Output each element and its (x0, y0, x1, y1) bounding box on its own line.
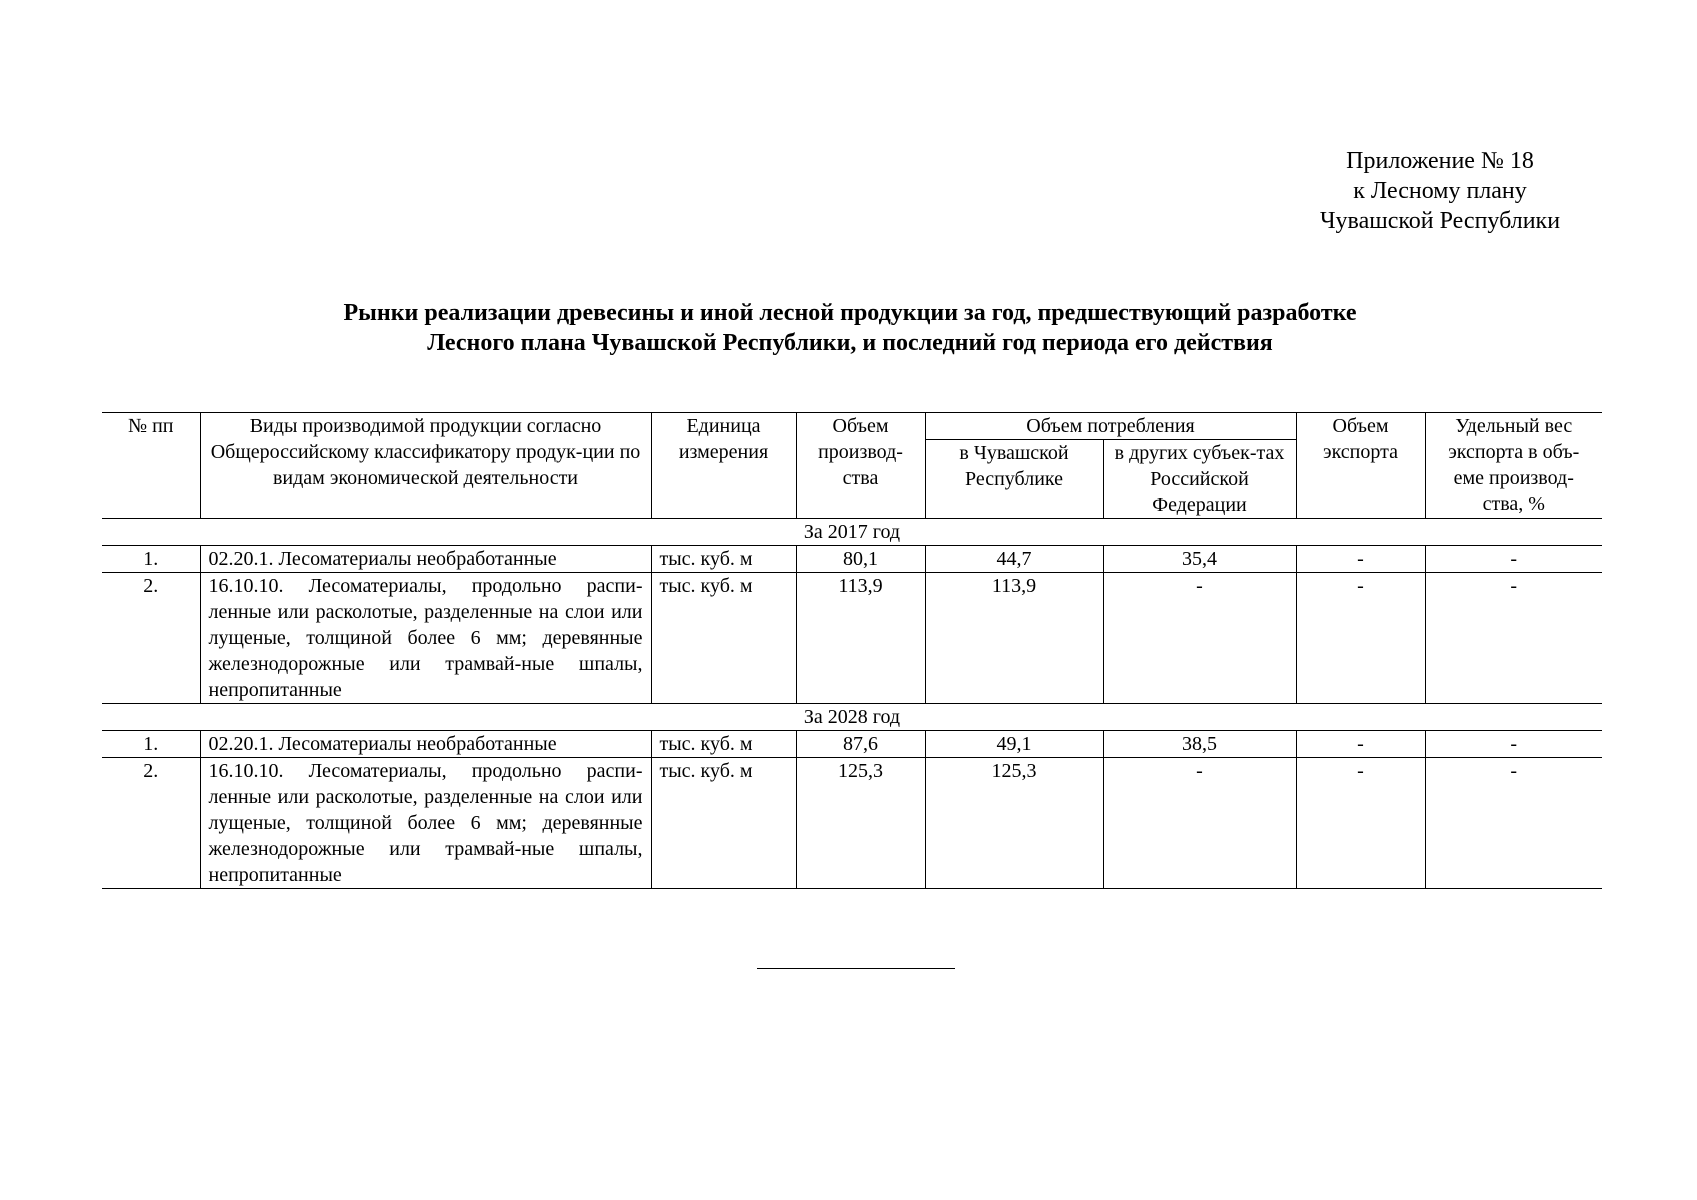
row-production: 80,1 (796, 546, 925, 573)
annex-number: Приложение № 18 (1346, 148, 1534, 174)
row-unit: тыс. куб. м (651, 731, 796, 758)
annex-reference: к Лесному плану (1353, 178, 1527, 204)
row-consumption-chuvash: 125,3 (925, 758, 1103, 889)
row-consumption-other: 35,4 (1103, 546, 1296, 573)
row-num: 1. (102, 546, 200, 573)
document-title (120, 298, 1580, 358)
header-consumption: Объем потребления (925, 413, 1296, 440)
row-unit: тыс. куб. м (651, 546, 796, 573)
table-row (102, 758, 1602, 889)
row-production: 125,3 (796, 758, 925, 889)
row-consumption-other: 38,5 (1103, 731, 1296, 758)
period-row (102, 519, 1602, 546)
header-num: № пп (102, 413, 200, 519)
row-export: - (1296, 573, 1425, 704)
table-row (102, 731, 1602, 758)
period-label: За 2017 год (102, 519, 1602, 546)
row-export: - (1296, 758, 1425, 889)
row-unit: тыс. куб. м (651, 758, 796, 889)
row-export-share: - (1425, 546, 1602, 573)
header-consumption-other: в других субъек-тах Российской Федерации (1103, 440, 1296, 519)
row-consumption-chuvash: 113,9 (925, 573, 1103, 704)
row-export-share: - (1425, 573, 1602, 704)
row-export-share: - (1425, 758, 1602, 889)
footer-rule (757, 968, 955, 969)
row-production: 87,6 (796, 731, 925, 758)
table-row (102, 573, 1602, 704)
annex-region: Чувашской Республики (1319, 208, 1561, 234)
header-product: Виды производимой продукции согласно Общероссийскому классификатору продук-ции по видам экономической деятельности (200, 413, 651, 519)
row-consumption-other: - (1103, 758, 1296, 889)
markets-table (102, 412, 1602, 889)
row-product: 02.20.1. Лесоматериалы необработанные (200, 731, 651, 758)
header-production: Объем производ-ства (796, 413, 925, 519)
period-row (102, 704, 1602, 731)
row-num: 2. (102, 758, 200, 889)
table-row (102, 546, 1602, 573)
row-export: - (1296, 731, 1425, 758)
row-export: - (1296, 546, 1425, 573)
row-consumption-chuvash: 49,1 (925, 731, 1103, 758)
row-production: 113,9 (796, 573, 925, 704)
row-unit: тыс. куб. м (651, 573, 796, 704)
annex-block (1290, 146, 1590, 236)
header-consumption-chuvash: в Чувашской Республике (925, 440, 1103, 519)
title-line-1: Рынки реализации древесины и иной лесной продукции за год, предшествующий разработке (343, 300, 1357, 326)
header-unit: Единица измерения (651, 413, 796, 519)
title-line-2: Лесного плана Чувашской Республики, и последний год периода его действия (427, 330, 1273, 356)
row-product: 02.20.1. Лесоматериалы необработанные (200, 546, 651, 573)
row-num: 1. (102, 731, 200, 758)
row-consumption-other: - (1103, 573, 1296, 704)
row-consumption-chuvash: 44,7 (925, 546, 1103, 573)
header-share: Удельный вес экспорта в объ-еме производ-ства, % (1425, 413, 1602, 519)
row-product: 16.10.10. Лесоматериалы, продольно распи-ленные или расколотые, разделенные на слои или лущеные, толщиной более 6 мм; деревянные железнодорожные или трамвай-ные шпалы, непропитанные (200, 573, 651, 704)
row-product: 16.10.10. Лесоматериалы, продольно распи-ленные или расколотые, разделенные на слои или лущеные, толщиной более 6 мм; деревянные железнодорожные или трамвай-ные шпалы, непропитанные (200, 758, 651, 889)
row-num: 2. (102, 573, 200, 704)
row-export-share: - (1425, 731, 1602, 758)
header-export: Объем экспорта (1296, 413, 1425, 519)
period-label: За 2028 год (102, 704, 1602, 731)
